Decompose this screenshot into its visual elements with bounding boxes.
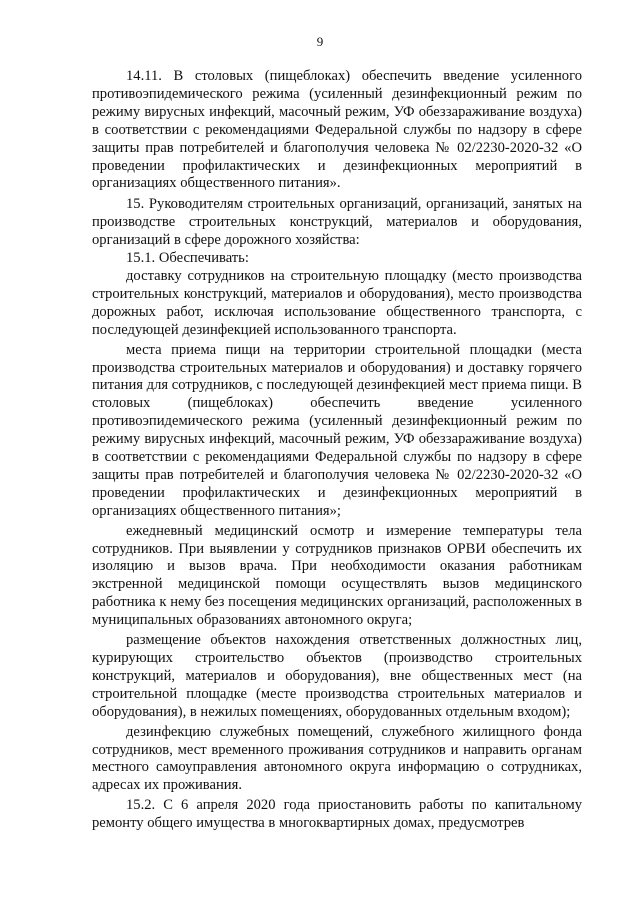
page-number: 9 — [316, 34, 324, 49]
paragraph-placement: размещение объектов нахождения ответственных должностных лиц, курирующих строительство объектов (производство строительных конструкций, материалов и оборудования), вне общественных мест (на строительной площадке (месте производства строительных материалов и оборудования), в нежилых помещениях, оборудованных отдельным входом); — [92, 632, 582, 720]
paragraph-15-2: 15.2. С 6 апреля 2020 года приостановить работы по капитальному ремонту общего имущества в многоквартирных домах, предусмотрев — [92, 797, 582, 832]
paragraph-15: 15. Руководителям строительных организаций, организаций, занятых на производстве строительных конструкций, материалов и оборудования, организаций в сфере дорожного хозяйства: — [92, 196, 582, 249]
paragraph-medical-check: ежедневный медицинский осмотр и измерение температуры тела сотрудников. При выявлении у сотрудников признаков ОРВИ обеспечить их изоляцию и вызов врача. При необходимости оказания работникам экстренной медицинской помощи осуществлять вызов медицинского работника к нему без посещения медицинских организаций, расположенных в муниципальных образованиях автономного округа; — [92, 522, 582, 629]
paragraph-15-1: 15.1. Обеспечивать: — [126, 250, 249, 267]
paragraph-meal-places: места приема пищи на территории строительной площадки (места производства строительных материалов и оборудования) и доставку горячего питания для сотрудников, с последующей дезинфекцией мест приема пищи. В столовых (пищеблоках) обеспечить введение усиленного противоэпидемического режима (усиленный дезинфекционный режим по режиму вирусных инфекций, масочный режим, УФ обеззараживание воздуха) в соответствии с рекомендациями Федеральной службы по надзору в сфере защиты прав потребителей и благополучия человека № 02/2230-2020-32 «О проведении профилактических и дезинфекционных мероприятий в организациях общественного питания»; — [92, 341, 582, 519]
document-body — [92, 68, 582, 833]
paragraph-14-11: 14.11. В столовых (пищеблоках) обеспечить введение усиленного противоэпидемического режима (усиленный дезинфекционный режим по режиму вирусных инфекций, масочный режим, УФ обеззараживание воздуха) в соответствии с рекомендациями Федеральной службы по надзору в сфере защиты прав потребителей и благополучия человека № 02/2230-2020-32 «О проведении профилактических и дезинфекционных мероприятий в организациях общественного питания». — [92, 68, 582, 192]
paragraph-disinfection: дезинфекцию служебных помещений, служебного жилищного фонда сотрудников, мест временного проживания сотрудников и направить органам местного самоуправления автономного округа информацию о сотрудниках, адресах их проживания. — [92, 723, 582, 794]
paragraph-delivery: доставку сотрудников на строительную площадку (место производства строительных конструкций, материалов и оборудования), место производства дорожных работ, исключая использование общественного транспорта, с последующей дезинфекцией использованного транспорта. — [92, 267, 582, 338]
